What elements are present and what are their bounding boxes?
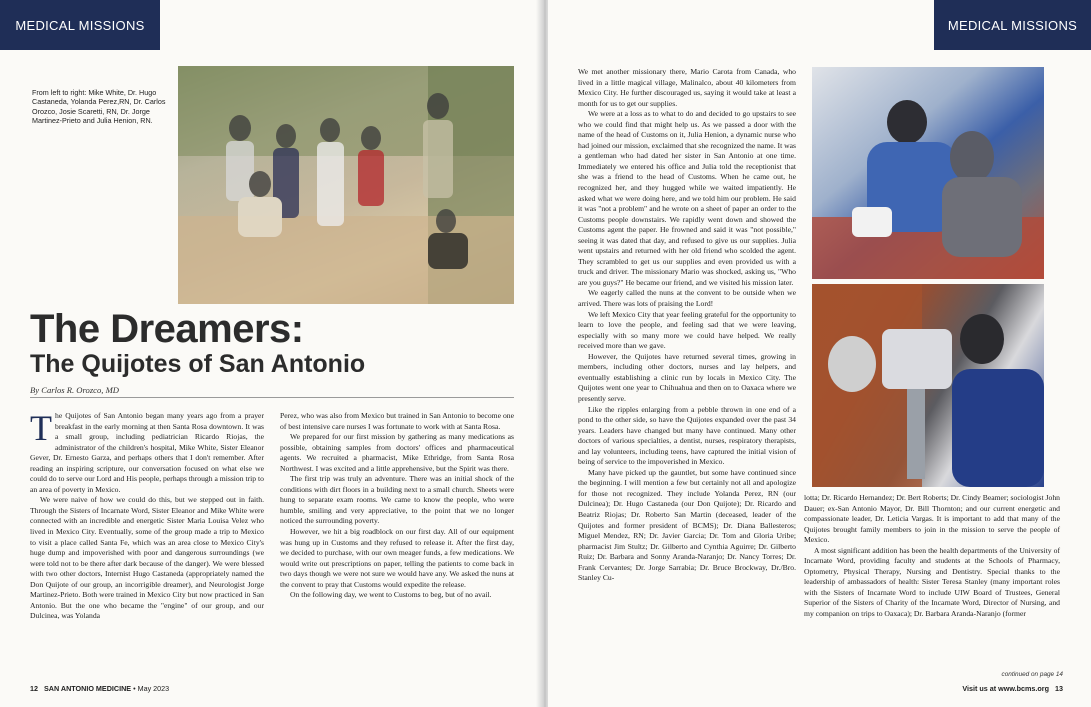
paragraph: Many have picked up the gauntlet, but some have continued since the beginning. I will mention a few but certainly not all and apologize for those not recognized. They include Yolanda Perez, RN (our Dulcinea); Dr. Hugo Castaneda (our Don Quijote); Dr. Ricardo and Beatriz Riojas; Dr. Roberto San Martin (deceased, leader of the Quijotes and former president of BCMS); Dr. Diana Ballesteros; Miguel Mendez, RN; Dr. Javier Garcia; Dr. Tom and Gloria Uribe; pharmacist Jim Stultz; Dr. Gilberto and Cynthia Aguirre; Dr. Gilberto Ruiz; Dr. Barbara and Sonny Aranda-Naranjo; Dr. Nancy Torres; Dr. Frank Cervantes; Dr. Jorge Sarrabia; Dr. Bruce Brockway, Dr./Bro. Stanley Cu-: [578, 467, 796, 583]
article-subtitle: The Quijotes of San Antonio: [30, 350, 366, 378]
paragraph: lotta; Dr. Ricardo Hernandez; Dr. Bert Roberts; Dr. Cindy Beamer; sociologist John Dauer; ex-San Antonio Mayor, Dr. Bill Thornton; and our current energetic and compassionate leader, Dr. Leticia Vargas. It is important to add that many of the Quijotes brought family members to join in the mission to serve the people of Mexico.: [804, 493, 1060, 545]
paragraph: Like the ripples enlarging from a pebble thrown in one end of a pond to the other side, so have the Quijotes expanded over the past 34 years. Leaders have changed but many have continued. Many other doctors of various specialties, a dentist, nurses, respiratory therapists, and lay volunteers, including teens, have captured the initial vision of being of service to the impoverished in Mexico.: [578, 404, 796, 467]
footer-left: [30, 684, 169, 693]
article-byline: By Carlos R. Orozco, MD: [30, 385, 119, 395]
paragraph: A most significant addition has been the health departments of the University of Incarnate Word, providing faculty and students at the Schools of Pharmacy, Optometry, Physical Therapy, Nursing and Dentistry. Special thanks to the leadership of ambassadors of health: Sister Teresa Stanley (many important roles with the Sisters of Incarnate Word to include UIW Board of Trustees, General Superior of the Sisters of Charity of the Incarnate Word, Director of Nursing, and my companion on trips to Oaxaca); Dr. Barbara Aranda-Naranjo (former: [804, 545, 1060, 619]
section-tab-right: MEDICAL MISSIONS: [934, 0, 1091, 50]
article-title: The Dreamers:: [30, 307, 304, 351]
paragraph: We were at a loss as to what to do and decided to go upstairs to see who we could find that might help us. As we passed a door with the name of the head of Customs on it, Julia Henion, a dynamic nurse who had joined our mission, exclaimed that she recognized the name. It was a gentleman who had dated her sister in San Antonio at one time. Immediately we entered his office and Julia told the receptionist that she was a friend to the head of Customs. When he came out, he recognized her, and they hugged while we waited impatiently. He asked what we were doing here, and we told him our problem. He said it was "not a problem" and he wrote on a sheet of paper an order to the Customs people downstairs. We rapidly went down and showed the Customs agent the paper. He frowned and said it was "not possible," seeing it was dated that day, and refused to give us our supplies. Julia went upstairs and returned with her old friend who scolded the agent. They scrambled to get us our supplies and even provided us with a truck and driver. The missionary Mario was shocked, asking us, "Who are you guys?" He became our friend, and we visited his mission later.: [578, 109, 796, 287]
paragraph: The first trip was truly an adventure. There was an initial shock of the conditions with dirt floors in a building next to a small church. Sheets were hung to separate exam rooms. We came to know the people, who were humble, smiling and very appreciative, to the point that we no longer noticed the surrounding poverty.: [280, 474, 514, 526]
page-number-left: 12: [30, 684, 38, 693]
issue-date: May 2023: [137, 684, 170, 693]
group-photo: [178, 66, 514, 304]
article-column-3: [578, 67, 796, 584]
clinic-photo: [812, 67, 1044, 279]
article-column-2: [280, 411, 514, 601]
clinic-photo-illustration: [812, 67, 1044, 279]
eye-exam-photo: [812, 284, 1044, 487]
paragraph: However, we hit a big roadblock on our first day. All of our equipment was hung up in Customs and they refused to release it. After the first day, we decided to purchase, with our own meager funds, a few medications. We would write out prescriptions on paper, telling the patients to come back in two days though we were not sure we would have any. We asked the nuns at the convent to pray that Customs would expedite the release.: [280, 527, 514, 589]
article-column-4: [804, 493, 1060, 620]
paragraph: We met another missionary there, Mario Carota from Canada, who lived in a little magical village, Malinalco, about 40 kilometers from Mexico City. He further discouraged us, saying it would take at least a month for us to get our supplies.: [578, 67, 796, 108]
paragraph: We left Mexico City that year feeling grateful for the opportunity to learn to love the people, and feeling sad that we were leaving, especially with so many more we could have helped. We really received more than we gave.: [578, 309, 796, 351]
photo-caption: From left to right: Mike White, Dr. Hugo Castaneda, Yolanda Perez,RN, Dr. Carlos Orozco, Josie Scaretti, RN, Dr. Jorge Martinez-Prieto and Julia Henion, RN.: [32, 88, 166, 126]
footer-right: [962, 684, 1063, 693]
title-divider: [30, 397, 514, 398]
eye-exam-photo-illustration: [812, 284, 1044, 487]
publication-name: SAN ANTONIO MEDICINE: [44, 684, 132, 693]
website-link[interactable]: Visit us at www.bcms.org: [962, 684, 1049, 693]
paragraph: However, the Quijotes have returned several times, growing in members, including other doctors, nurses and lay helpers, and eventually establishing a clinic run by locals in Mexico City. The Quijotes went one year to Chihuahua and then on to Oaxaca where we presently serve.: [578, 351, 796, 403]
paragraph: The Quijotes of San Antonio began many years ago from a prayer breakfast in the early morning at then Santa Rosa downtown. It was a small group, including pediatrician Ricardo Riojas, the administrator of the children's hospital, Mike White, Sister Eleanor Gever, Dr. Ernesto Garza, and perhaps others that I don't remember. After reading an inspiring scripture, our conversation focused on what else we could do to serve our Lord and His people, perhaps through a mission trip to an area of poverty in Mexico.: [30, 408, 264, 494]
footer-bullet: •: [133, 684, 136, 693]
left-page: [0, 0, 541, 707]
right-page: [548, 0, 1091, 707]
paragraph: We were naive of how we could do this, but we stepped out in faith. Through the Sisters of Incarnate Word, Sister Eleanor and Mike White were connected with an incredible and energetic Sister Maria Louisa Velez who lived in Mexico City. Eventually, some of the group made a trip to Mexico to visit a place called Santa Fe, which was an area close to Mexico City's huge dump and impoverished with poor and dangerous surroundings (we were told not to be there after dark because of the danger). We were blessed with two other doctors, Internist Hugo Castaneda (appropriately named the Don Quijote of our group, an incorrigible dreamer), and Neurologist Jorge Martinez-Prieto. Both were trained in Mexico City but now practiced in San Antonio. But the one who became the "engine" of our group, and our Dulcinea, was Yolanda: [30, 495, 264, 621]
paragraph: We eagerly called the nuns at the convent to be outside when we arrived. There was lots of praising the Lord!: [578, 288, 796, 309]
drop-cap: T: [30, 408, 52, 448]
continued-note: continued on page 14: [1001, 671, 1063, 678]
article-column-1: [30, 408, 264, 622]
paragraph: Perez, who was also from Mexico but trained in San Antonio to become one of best intensive care nurses I was fortunate to work with at Santa Rosa.: [280, 411, 514, 431]
section-tab-left: MEDICAL MISSIONS: [0, 0, 160, 50]
group-photo-illustration: [178, 66, 514, 304]
paragraph: On the following day, we went to Customs to beg, but of no avail.: [290, 590, 492, 600]
paragraph: We prepared for our first mission by gathering as many medications as possible, obtaining samples from doctors' offices and pharmaceutical agents. We recruited a pharmacist, Mike Ethridge, from Santa Rosa Northwest. I was excited and a little apprehensive, but the Spirit was there.: [280, 432, 514, 473]
page-number-right: 13: [1055, 684, 1063, 693]
